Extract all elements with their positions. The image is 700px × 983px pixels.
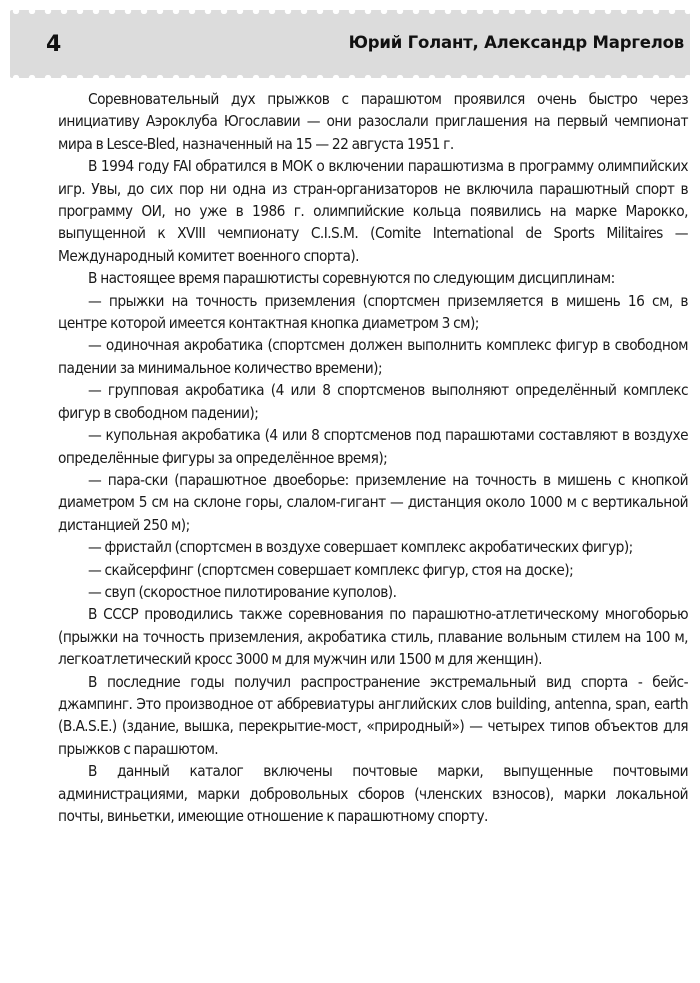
discipline-accuracy: — прыжки на точность приземления (спортсмен приземляется в мишень 16 см, в центре которой имеется контактная кнопка диаметром 3 см); xyxy=(58,291,688,333)
header-perforation-top xyxy=(10,8,690,14)
header-perforation-bottom xyxy=(10,75,690,81)
discipline-group-acrobatics: — групповая акробатика (4 или 8 спортсменов выполняют определённый комплекс фигур в свободном падении); xyxy=(58,381,688,422)
paragraph-ussr: В СССР проводились также соревнования по парашютно-атлетическому многоборью (прыжки на точность приземления, акробатика стиль, плавание вольным стилем на 100 м, легкоатлетический кросс 3000 м для мужчин или 1500 м для женщин). xyxy=(58,605,688,669)
body-text xyxy=(58,88,688,827)
paragraph-catalog: В данный каталог включены почтовые марки, выпущенные почтовыми администрациями, марки добровольных сборов (членских взносов), марки локальной почты, виньетки, имеющие отношение к парашютному спорту. xyxy=(58,762,688,825)
paragraph-intro: Соревновательный дух прыжков с парашютом проявился очень быстро через инициативу Аэроклуба Югославии — они разослали приглашения на первый чемпионат мира в Lesce-Bled, назначенный на 15 — 22 августа 1951 г. xyxy=(58,90,688,153)
paragraph-disciplines-intro: В настоящее время парашютисты соревнуются по следующим дисциплинам: xyxy=(88,269,615,288)
header-authors: Юрий Голант, Александр Маргелов xyxy=(348,33,684,52)
discipline-individual-acrobatics: — одиночная акробатика (спортсмен должен выполнить комплекс фигур в свободном падении за минимальное количество времени); xyxy=(58,336,688,377)
discipline-freestyle: — фристайл (спортсмен в воздухе совершает комплекс акробатических фигур); xyxy=(88,538,633,557)
discipline-swoop: — свуп (скоростное пилотирование куполов). xyxy=(88,582,397,601)
paragraph-base-jumping: В последние годы получил распространение экстремальный вид спорта - бейс-джампинг. Это производное от аббревиатуры английских слов building, antenna, span, earth (B.A.S.E.) (здание, вышка, перекрытие-мост, «природный») — четырех типов объектов для прыжков с парашютом. xyxy=(58,672,688,758)
discipline-canopy-acrobatics: — купольная акробатика (4 или 8 спортсменов под парашютами составляют в воздухе определённые фигуры за определённое время); xyxy=(58,426,688,467)
discipline-skysurfing: — скайсерфинг (спортсмен совершает комплекс фигур, стоя на доске); xyxy=(88,560,574,579)
paragraph-olympics: В 1994 году FAI обратился в МОК о включении парашютизма в программу олимпийских игр. Увы, до сих пор ни одна из стран-организаторов не включила парашютный спорт в программу ОИ, но уже в 1986 г. олимпийские кольца появились на марке Марокко, выпущенной к XVIII чемпионату C.I.S.M. (Comite International de Sports Militaires — Международный комитет военного спорта). xyxy=(58,157,688,265)
page-number: 4 xyxy=(46,32,62,57)
discipline-para-ski: — пара-ски (парашютное двоеборье: приземление на точность в мишень с кнопкой диаметром 5 см на склоне горы, слалом-гигант — дистанция около 1000 м с вертикальной дистанцией 250 м); xyxy=(58,470,688,534)
